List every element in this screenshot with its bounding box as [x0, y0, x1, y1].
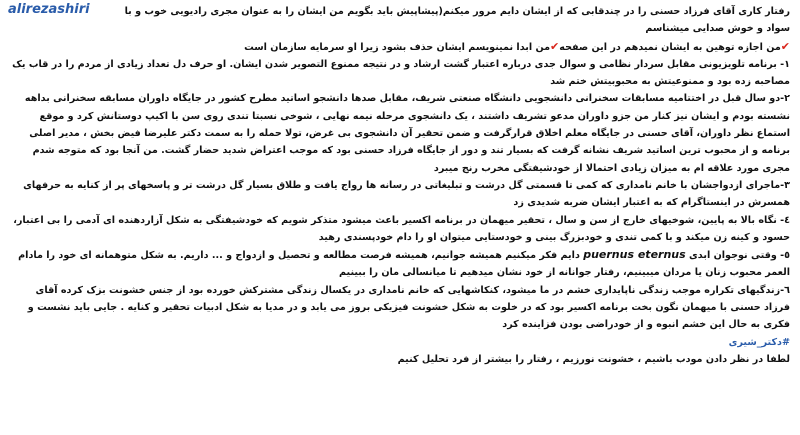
check-mark-icon: ✔	[550, 39, 560, 53]
paragraph-footer: لطفا در نظر دادن مودب باشیم ، خشونت نورزیم ، رفتار را بیشتر از فرد تحلیل کنیم	[397, 353, 790, 365]
post-body	[8, 3, 790, 368]
check-mark-icon: ✔	[780, 39, 790, 53]
paragraph-4: ٤- نگاه بالا به پایین، شوخیهای خارج از سن و سال ، تحقیر میهمان در برنامه اکسیر باعث میشود متذکر شویم که خودشیفتگی به شکل آزاردهنده ای آدمی را بی اعتبار، حسود و کینه زن میکند و با کمی تندی و خودبزرگ بینی و خودستایی میتوان او را دام خودپسندی رهید	[13, 214, 790, 243]
p5-latin: puernus eternus	[583, 248, 686, 262]
channel-handle[interactable]: alirezashiri	[8, 2, 90, 17]
stance-a: من اجازه توهین به ایشان نمیدهم در این صفحه	[559, 41, 781, 53]
paragraph-stance	[8, 38, 790, 56]
paragraph-1: ١- برنامه تلویزیونی مقابل سردار نظامی و سوال جدی درباره اعتبار گشت ارشاد و در نتیجه ممنوع التصویر شدن ایشان. او حرف دل تعداد زیادی از مردم را در قاب یک مصاحبه زده بود و ممنوعیتش به محبوبیتش ختم شد	[12, 58, 790, 88]
paragraph-2: ٢-دو سال قبل در اختتامیه مسابقات سخنرانی دانشجویی دانشگاه صنعتی شریف، مقابل صدها دانشجو اساتید مطرح کشور در جایگاه داوران مسابقه سخنرانی بداهه نشسته بودم و ایشان نیز کنار من جزو داوران مدعو تشریف داشتند ، یک دانشجوی مرحله نیمه نهایی ، شوخی نسبتا تندی روی سن با اکیپ دوستانش کرد و موقع استماع نظر داوران، آقای حسنی در جایگاه معلم اخلاق قرارگرفت و ضمن تحقیر آن دانشجوی بی غرض، تولا حمله را به سمت دکتر علیرضا فیض بخش ، مدیر اصلی برنامه و از محبوب ترین اساتید شریف نشانه گرفت که بسیار تند و دور از جایگاه فرزاد حسنی بود که موجب اعتراض شدید حضار گشت. من آنجا بود که متوجه شدم مجری مورد علاقه ام به میزان زیادی احتمالا از خودشیفتگی مخرب رنج میبرد	[24, 93, 790, 174]
paragraph-3: ٣-ماجرای ازدواجشان با خانم نامداری که کمی تا قسمتی گل درشت و تبلیغاتی در رسانه ها رواج یافت و طلاق بسیار گل درشت تر و پاسخهای پر از کنایه به حرفهای همسرش در اینستاگرام که به اعتبار ایشان ضربه شدیدی زد	[23, 179, 790, 209]
hashtag-link[interactable]: #دکتر_شیری	[728, 336, 790, 348]
paragraph-intro: رفتار کاری آقای فرزاد حسنی را در چندقابی که از ایشان دایم مرور میکنم(پیشاپیش باید بگویم من ایشان را به عنوان مجری رادیویی خوب و با سواد و خوش صدایی میشناسم	[124, 6, 790, 35]
paragraph-5	[8, 246, 790, 282]
p5-after: دایم فکر میکنیم همیشه جوانیم، همیشه فرصت مطالعه و تحصیل و ازدواج و ... داریم. به شکل متوهمانه ای خود را مادام العمر محبوب زنان یا مردان میبینیم، رفتار جوانانه از خود نشان میدهیم تا میانسالی مان را ببینیم	[18, 250, 790, 279]
stance-b: من ابدا نمینویسم ایشان حذف بشود زیرا او سرمایه سازمان است	[244, 41, 551, 53]
paragraph-6: ٦-زندگیهای تکراره موجب زندگی ناپایداری خشم در ما میشود، کنکاشهایی که خانم نامداری در یکسال زندگی مشترکش خورده بود از جنس خشونت بزک کرده آقای فرزاد حسنی با میهمان نگون بخت برنامه اکسیر بود که در خلوت به شکل خشونت فیزیکی بروز می یابد و در مدیا به شکل ادبیات تحقیر و کنایه . جایی باید نشست و فکری به حال این خشم انبوه و از خودراضی بودن فزاینده کرد	[27, 284, 790, 331]
p5-before: ٥- وقتی نوجوان ابدی	[689, 250, 790, 262]
